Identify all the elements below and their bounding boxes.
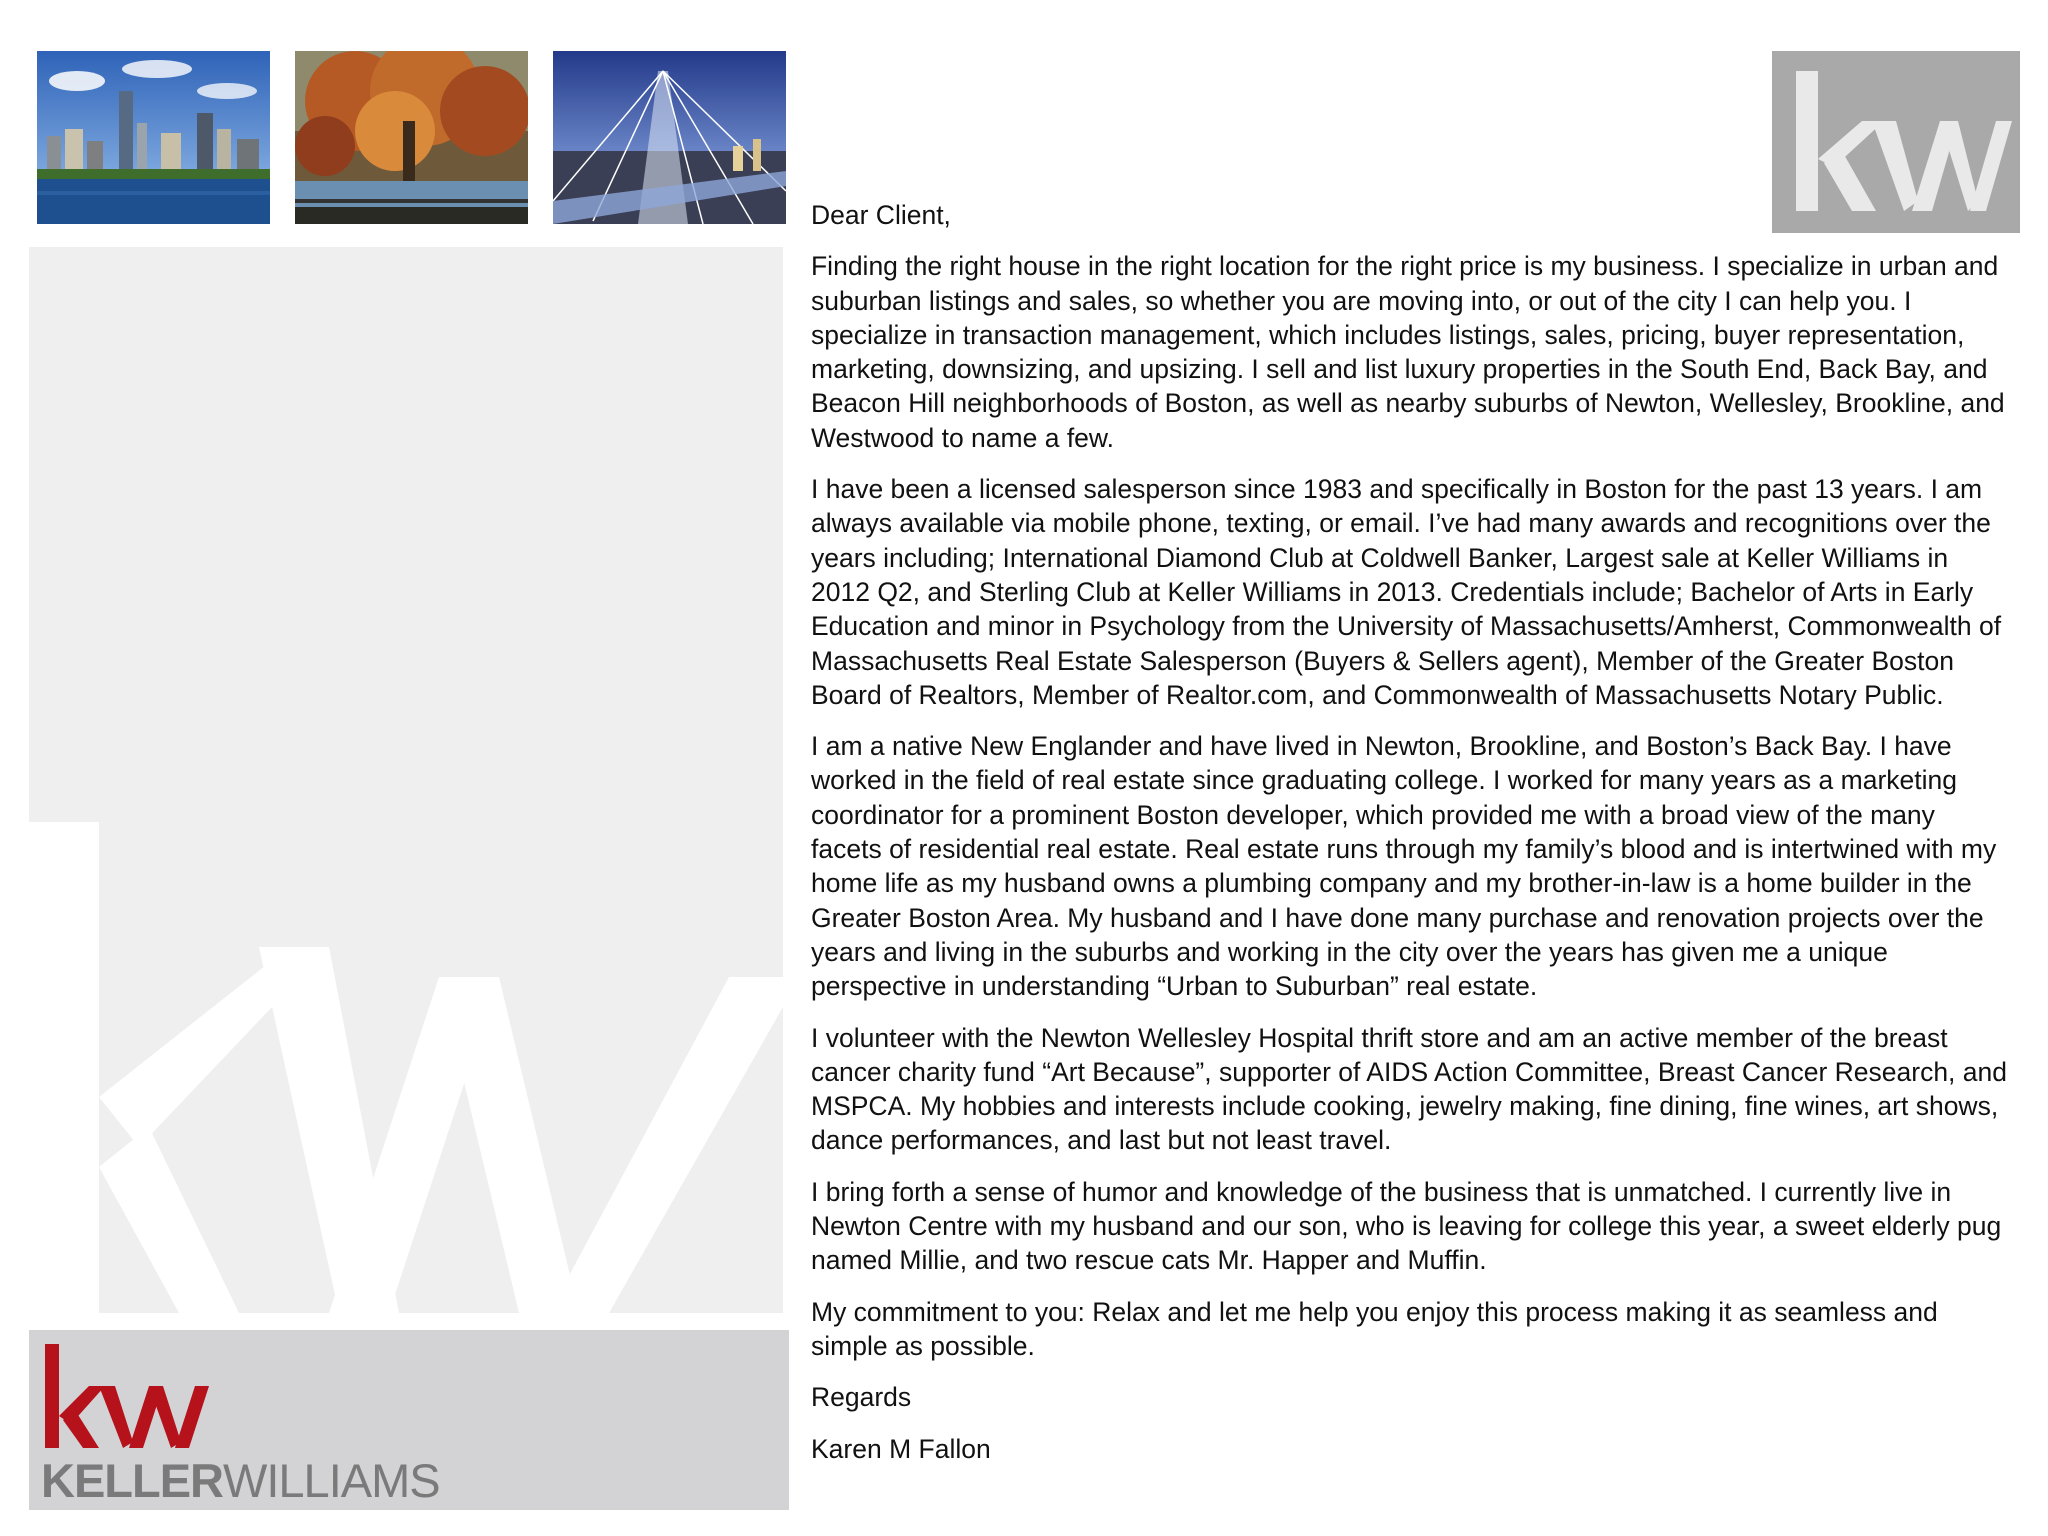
keller-williams-brand xyxy=(29,1330,789,1510)
signature: Karen M Fallon xyxy=(811,1433,991,1464)
letter-paragraph: I bring forth a sense of humor and knowledge of the business that is unmatched. I currently live in Newton Centre with my husband and our son, who is leaving for college this year, a sweet elderly pug named Millie, and two rescue cats Mr. Happer and Muffin. xyxy=(811,1176,2002,1276)
letter-body xyxy=(811,198,2011,1483)
letter-paragraph: I have been a licensed salesperson since 1983 and specifically in Boston for the past 13 years. I am always available via mobile phone, texting, or email. I’ve had many awards and recognitions over the years including; International Diamond Club at Coldwell Banker, Largest sale at Keller Williams in 2012 Q2, and Sterling Club at Keller Williams in 2013. Credentials include; Bachelor of Arts in Early Education and minor in Psychology from the University of Massachusetts/Amherst, Commonwealth of Massachusetts Real Estate Salesperson (Buyers & Sellers agent), Member of the Greater Boston Board of Realtors, Member of Realtor.com, and Commonwealth of Massachusetts Notary Public. xyxy=(811,474,2002,710)
wordmark-williams: WILLIAMS xyxy=(223,1454,440,1507)
kw-watermark-icon xyxy=(29,247,783,1313)
keller-williams-wordmark xyxy=(41,1454,440,1507)
zakim-bridge-photo xyxy=(553,51,786,224)
boston-skyline-photo xyxy=(37,51,270,224)
kw-red-logo-icon xyxy=(41,1338,241,1468)
letter-paragraph: Finding the right house in the right location for the right price is my business. I specialize in urban and suburban listings and sales, so whether you are moving into, or out of the city I can help you. I specialize in transaction management, which includes listings, sales, pricing, buyer representation, marketing, downsizing, and upsizing. I sell and list luxury properties in the South End, Back Bay, and Beacon Hill neighborhoods of Boston, as well as nearby suburbs of Newton, Wellesley, Brookline, and Westwood to name a few. xyxy=(811,251,2005,453)
letter-paragraph: My commitment to you: Relax and let me help you enjoy this process making it as seamless and simple as possible. xyxy=(811,1296,1938,1361)
autumn-tree-photo xyxy=(295,51,528,224)
letter-paragraph: I am a native New Englander and have lived in Newton, Brookline, and Boston’s Back Bay. I have worked in the field of real estate since graduating college. I worked for many years as a marketing coordinator for a prominent Boston developer, which provided me with a broad view of the many facets of residential real estate. Real estate runs through my family’s blood and is intertwined with my home life as my husband owns a plumbing company and my brother-in-law is a home builder in the Greater Boston Area. My husband and I have done many purchase and renovation projects over the years and living in the suburbs and working in the city over the years has given me a unique perspective in understanding “Urban to Suburban” real estate. xyxy=(811,731,1997,1002)
wordmark-keller: KELLER xyxy=(41,1454,223,1507)
letter-paragraph: I volunteer with the Newton Wellesley Hospital thrift store and am an active member of the breast cancer charity fund “Art Because”, supporter of AIDS Action Committee, Breast Cancer Research, and MSPCA. My hobbies and interests include cooking, jewelry making, fine dining, fine wines, art shows, dance performances, and last but not least travel. xyxy=(811,1022,2007,1156)
closing: Regards xyxy=(811,1382,912,1413)
kw-watermark-panel xyxy=(29,247,783,1313)
salutation: Dear Client, xyxy=(811,200,951,230)
